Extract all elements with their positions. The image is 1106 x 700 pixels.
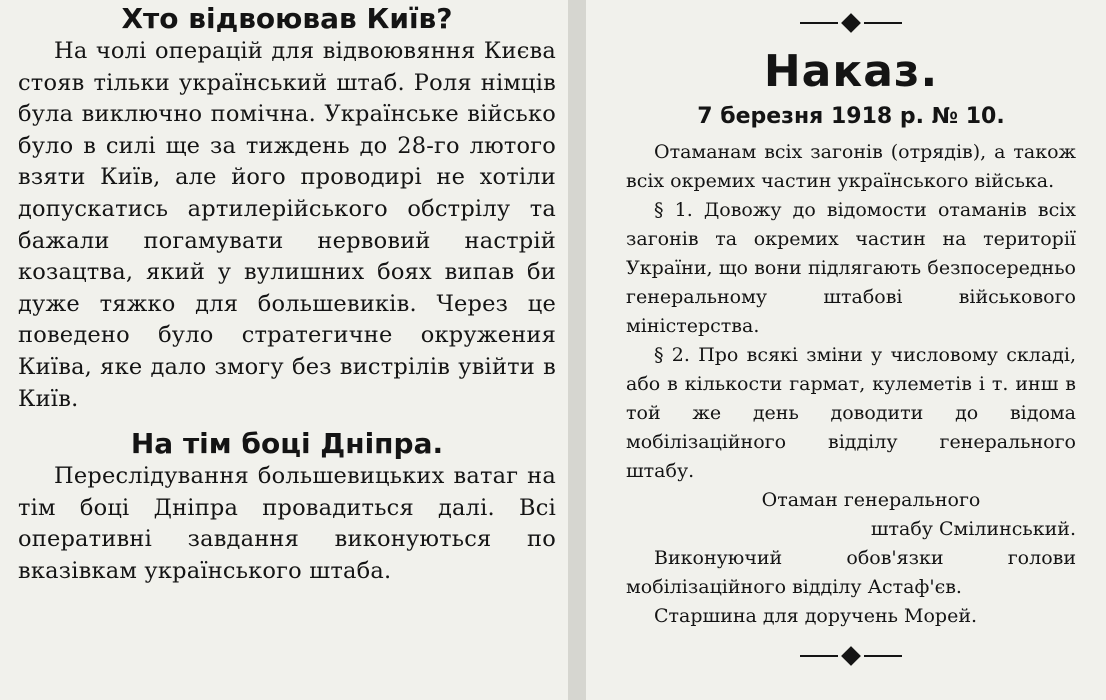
- order-section-1: § 1. Довожу до відомости отаманів всіх загонів та окремих частин на території України, що вони підлягають безпосередньо генеральному штабові військового міністерства.: [626, 199, 1076, 337]
- order-date-line: 7 березня 1918 р. № 10.: [697, 104, 1005, 129]
- signature-officer: Старшина для доручень Морей.: [654, 605, 978, 627]
- column-gutter: [568, 0, 586, 700]
- order-section-2: § 2. Про всякі зміни у числовому складі, або в кількости гармат, кулеметів і т. инш в той же день доводити до відома мобілізаційного відділу генерального штабу.: [626, 344, 1076, 482]
- ornament-line-icon: [864, 655, 902, 657]
- ornament-line-icon: [800, 22, 838, 24]
- article-heading-kyiv: Хто відвоював Київ?: [121, 2, 453, 35]
- order-title: Наказ.: [763, 46, 939, 97]
- ornament-diamond-icon: [841, 646, 861, 666]
- ornament-diamond-icon: [841, 13, 861, 33]
- ornament-line-icon: [800, 655, 838, 657]
- article-paragraph-dnipro: Переслідування большевицьких ватаг на тім боці Дніпра провадиться далі. Всі оперативні завдання виконуються по вказівкам українського штаба.: [18, 463, 556, 584]
- article-heading-dnipro: На тім боці Дніпра.: [130, 427, 444, 461]
- signature-chief-of-staff-line-2: штабу Смілинський.: [870, 518, 1076, 540]
- article-paragraph-kyiv: На чолі операцій для відвоювяння Києва стояв тільки український штаб. Роля німців була виключно помічна. Українське військо було в силі ще за тиждень до 28-го лютого взяти Київ, але його проводирі не хотіли допускатись артилерійського обстрілу та бажали погамувати нервовий настрій козацтва, який у вулишних боях випав би дуже тяжко для большевиків. Через це поведено було стратегичне окружения Київа, яке дало змогу без вистрілів увійти в Київ.: [18, 38, 556, 412]
- ornament-line-icon: [864, 22, 902, 24]
- signature-mobilization-head: Виконуючий обов'язки голови мобілізаційного відділу Астаф'єв.: [626, 547, 1076, 598]
- ornament-divider-bottom: [626, 641, 1076, 671]
- order-address: Отаманам всіх загонів (отрядів), а також всіх окремих частин українського війська.: [626, 141, 1076, 192]
- signature-chief-of-staff-line-1: Отаман генерального: [761, 489, 981, 511]
- ornament-divider-top: [626, 8, 1076, 38]
- order-column-right: [586, 0, 1106, 700]
